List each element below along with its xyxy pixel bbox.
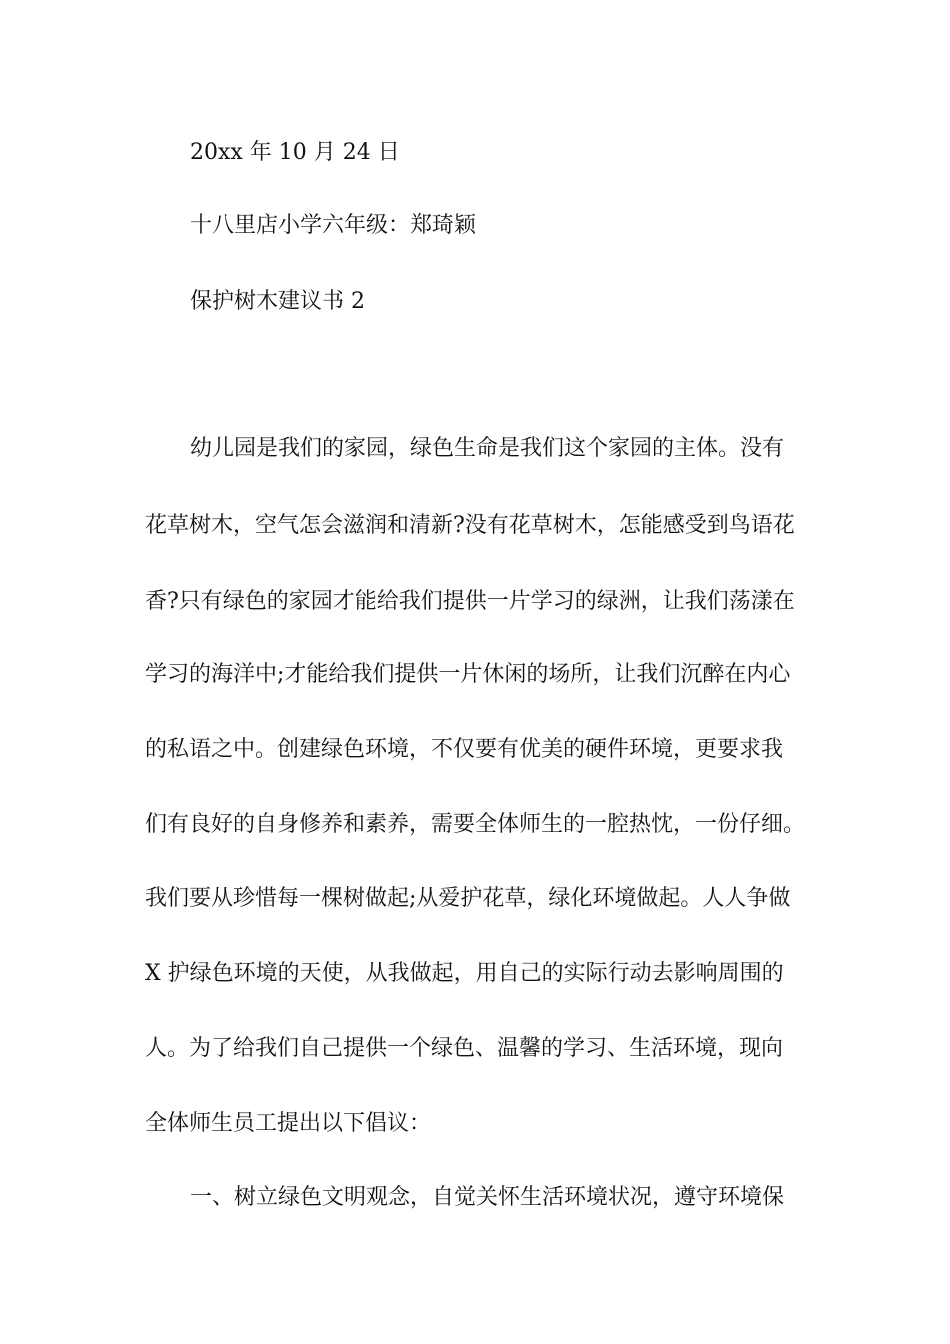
paragraph-line: 我们要从珍惜每一棵树做起;从爱护花草，绿化环境做起。人人争做 — [145, 886, 791, 911]
paragraph-line: 学习的海洋中;才能给我们提供一片休闲的场所，让我们沉醉在内心 — [145, 662, 791, 687]
paragraph-line: 们有良好的自身修养和素养，需要全体师生的一腔热忱，一份仔细。 — [145, 812, 806, 837]
paragraph-line: 的私语之中。创建绿色环境，不仅要有优美的硬件环境，更要求我 — [145, 737, 784, 762]
paragraph-line: 花草树木，空气怎会滋润和清新?没有花草树木，怎能感受到鸟语花 — [145, 513, 795, 538]
paragraph-line: 香?只有绿色的家园才能给我们提供一片学习的绿洲，让我们荡漾在 — [145, 589, 795, 614]
paragraph-line: 全体师生员工提出以下倡议： — [145, 1111, 432, 1136]
paragraph-line: 人。为了给我们自己提供一个绿色、温馨的学习、生活环境，现向 — [145, 1036, 784, 1061]
date-line: 20xx 年 10 月 24 日 — [190, 140, 400, 165]
paragraph-line: 幼儿园是我们的家园，绿色生命是我们这个家园的主体。没有 — [190, 436, 785, 461]
author-line: 十八里店小学六年级：郑琦颖 — [190, 213, 477, 238]
section-title: 保护树木建议书 2 — [190, 289, 365, 314]
paragraph-line: X 护绿色环境的天使，从我做起，用自己的实际行动去影响周围的 — [145, 961, 784, 986]
paragraph-line: 一、树立绿色文明观念，自觉关怀生活环境状况，遵守环境保 — [190, 1185, 785, 1210]
